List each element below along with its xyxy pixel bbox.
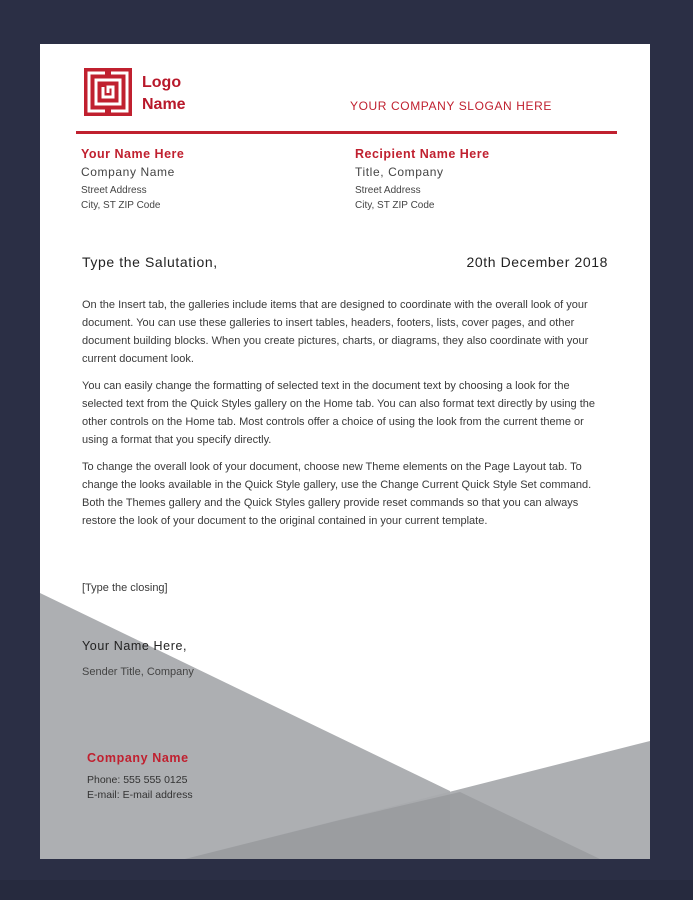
recipient-title: Title, Company <box>355 165 444 179</box>
sender-street: Street Address <box>81 185 147 196</box>
logo-line-1: Logo <box>142 74 182 91</box>
letter-date: 20th December 2018 <box>466 254 608 270</box>
letter-page <box>40 44 650 859</box>
body-paragraph: You can easily change the formatting of selected text in the document text by choosing a look for the selected text from the Quick Styles gallery on the Home tab. You can also format text directly by using the other controls on the Home tab. Most controls offer a choice of using the look from the current theme or using a format that you specify directly. <box>82 380 595 446</box>
body-paragraph: On the Insert tab, the galleries include items that are designed to coordinate with the overall look of your document. You can use these galleries to insert tables, headers, footers, lists, cover pages, and other document building blocks. When you create pictures, charts, or diagrams, they also coordinate with your current document look. <box>82 299 589 365</box>
logo-name <box>142 72 222 116</box>
footer-company-name: Company Name <box>87 751 189 765</box>
letter-body <box>82 296 608 539</box>
recipient-street: Street Address <box>355 185 421 196</box>
sender-address-block <box>81 147 331 217</box>
recipient-city: City, ST ZIP Code <box>355 200 435 211</box>
signature-name: Your Name Here, <box>82 639 188 653</box>
sender-name: Your Name Here <box>81 147 185 161</box>
maze-logo-icon <box>83 67 133 117</box>
signature-title: Sender Title, Company <box>82 666 194 678</box>
logo-line-2: Name <box>142 96 186 113</box>
sender-city: City, ST ZIP Code <box>81 200 161 211</box>
sender-company: Company Name <box>81 165 175 179</box>
closing: [Type the closing] <box>82 582 168 594</box>
salutation: Type the Salutation, <box>82 254 218 270</box>
header-divider <box>76 131 617 134</box>
recipient-address-block <box>355 147 605 217</box>
footer-email: E-mail: E-mail address <box>87 789 193 801</box>
recipient-name: Recipient Name Here <box>355 147 490 161</box>
footer-phone: Phone: 555 555 0125 <box>87 774 188 786</box>
company-slogan: YOUR COMPANY SLOGAN HERE <box>350 99 552 113</box>
body-paragraph: To change the overall look of your document, choose new Theme elements on the Page Layout tab. To change the looks available in the Quick Style gallery, use the Change Current Quick Style Set command. Both the Themes gallery and the Quick Styles gallery provide reset commands so that you can always restore the look of your document to the original contained in your current template. <box>82 461 592 527</box>
